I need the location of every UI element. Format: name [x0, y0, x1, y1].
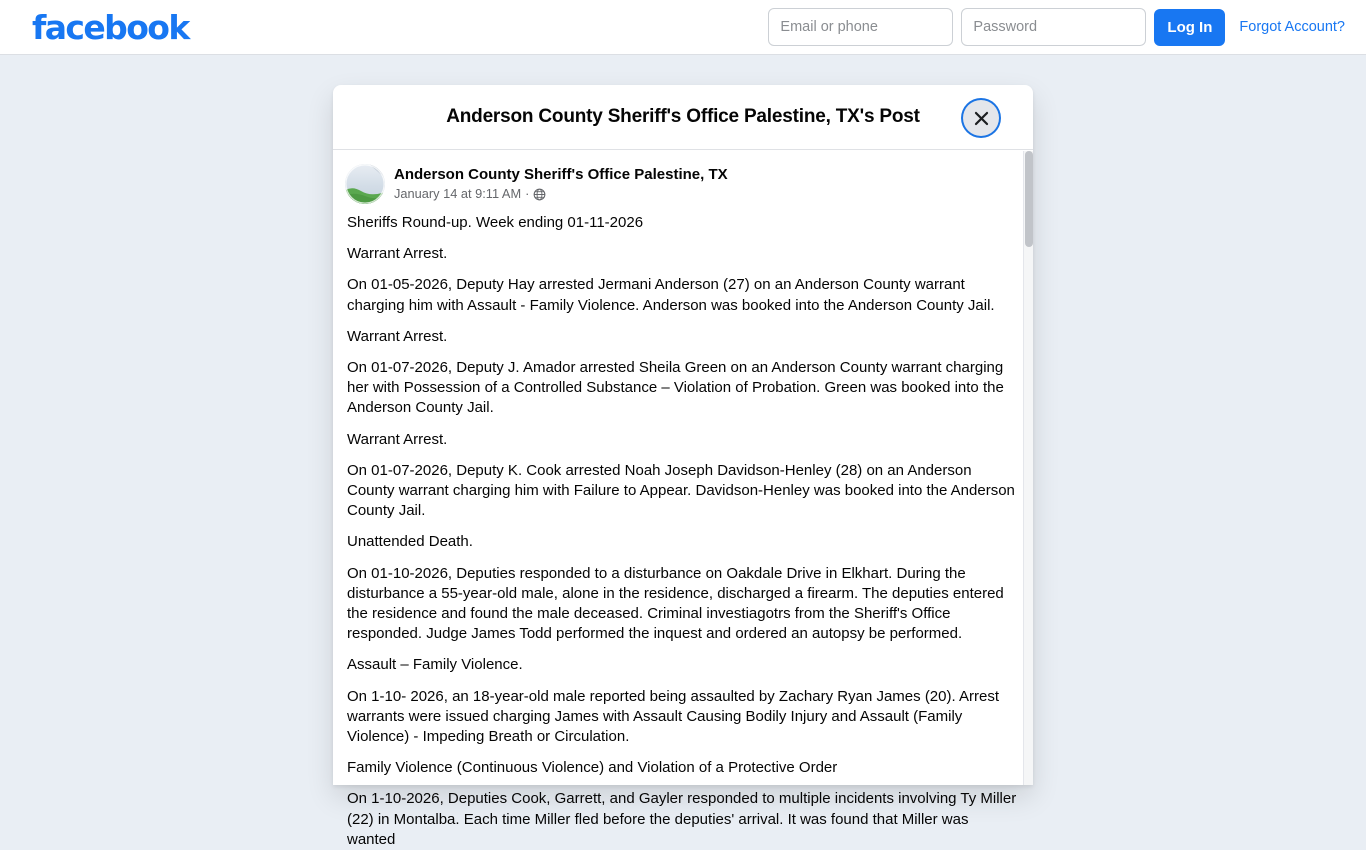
- post-paragraph: On 01-07-2026, Deputy K. Cook arrested Noah Joseph Davidson-Henley (28) on an Anderson County warrant charging him with Failure to Appear. Davidson-Henley was booked into the Anderson County Jail.: [347, 461, 1015, 520]
- timestamp-separator: ·: [525, 186, 530, 201]
- post-paragraph: On 1-10- 2026, an 18-year-old male reported being assaulted by Zachary Ryan James (20). Arrest warrants were issued charging James with Assault Causing Bodily Injury and Assault (Family Violence) - Impeding Breath or Circulation.: [347, 687, 1000, 746]
- post-paragraph: Warrant Arrest.: [347, 245, 448, 263]
- facebook-top-bar: [0, 0, 1366, 55]
- post-paragraph: On 01-07-2026, Deputy J. Amador arrested Sheila Green on an Anderson County warrant charging her with Possession of a Controlled Substance – Violation of Probation. Green was booked into the Anderson County Jail.: [347, 359, 1004, 417]
- post-text-body: [345, 213, 1021, 850]
- post-author-row: [345, 164, 1021, 204]
- email-field[interactable]: [768, 8, 953, 46]
- dialog-header: [333, 85, 1033, 150]
- post-scrollbar-thumb[interactable]: [1025, 151, 1033, 247]
- post-paragraph: On 1-10-2026, Deputies Cook, Garrett, and Gayler responded to multiple incidents involving Ty Miller (22) in Montalba. Each time Miller fled before the deputies' arrival. It was found that Miller was wanted: [347, 790, 1017, 848]
- dialog-title: Anderson County Sheriff's Office Palestine, TX's Post: [446, 106, 920, 127]
- post-paragraph: On 01-05-2026, Deputy Hay arrested Jermani Anderson (27) on an Anderson County warrant charging him with Assault - Family Violence. Anderson was booked into the Anderson County Jail.: [347, 276, 995, 314]
- post-paragraph: Sheriffs Round-up. Week ending 01-11-2026: [347, 214, 644, 231]
- globe-icon[interactable]: [533, 188, 546, 201]
- login-form: [768, 8, 1345, 46]
- facebook-logo[interactable]: facebook: [32, 8, 189, 47]
- close-icon: [973, 110, 990, 127]
- post-paragraph: Family Violence (Continuous Violence) and Violation of a Protective Order: [347, 759, 838, 777]
- post-paragraph: Assault – Family Violence.: [347, 656, 523, 674]
- post-paragraph: Warrant Arrest.: [347, 327, 448, 345]
- post-time-row: [394, 186, 728, 202]
- avatar-image: [345, 164, 385, 204]
- post-dialog: [333, 85, 1033, 848]
- log-in-button[interactable]: Log In: [1154, 9, 1225, 46]
- author-meta: [394, 164, 728, 202]
- close-button[interactable]: [963, 100, 999, 136]
- post-paragraph: Warrant Arrest.: [347, 430, 448, 448]
- post-scrollbar-track[interactable]: [1023, 151, 1033, 785]
- post-paragraph: On 01-10-2026, Deputies responded to a disturbance on Oakdale Drive in Elkhart. During the disturbance a 55-year-old male, alone in the residence, discharged a firearm. The deputies entered the residence and found the male deceased. Criminal investiagotrs from the Sheriff's Office responded. Judge James Todd performed the inquest and ordered an autopsy be performed.: [347, 564, 1004, 643]
- password-field[interactable]: [961, 8, 1146, 46]
- avatar[interactable]: [345, 164, 385, 204]
- post-timestamp[interactable]: January 14 at 9:11 AM: [394, 186, 522, 201]
- post-author-name[interactable]: Anderson County Sheriff's Office Palestine, TX: [394, 166, 728, 183]
- post-paragraph: Unattended Death.: [347, 533, 473, 551]
- post-scroll-area[interactable]: [333, 151, 1033, 848]
- forgot-account-link[interactable]: Forgot Account?: [1239, 19, 1345, 35]
